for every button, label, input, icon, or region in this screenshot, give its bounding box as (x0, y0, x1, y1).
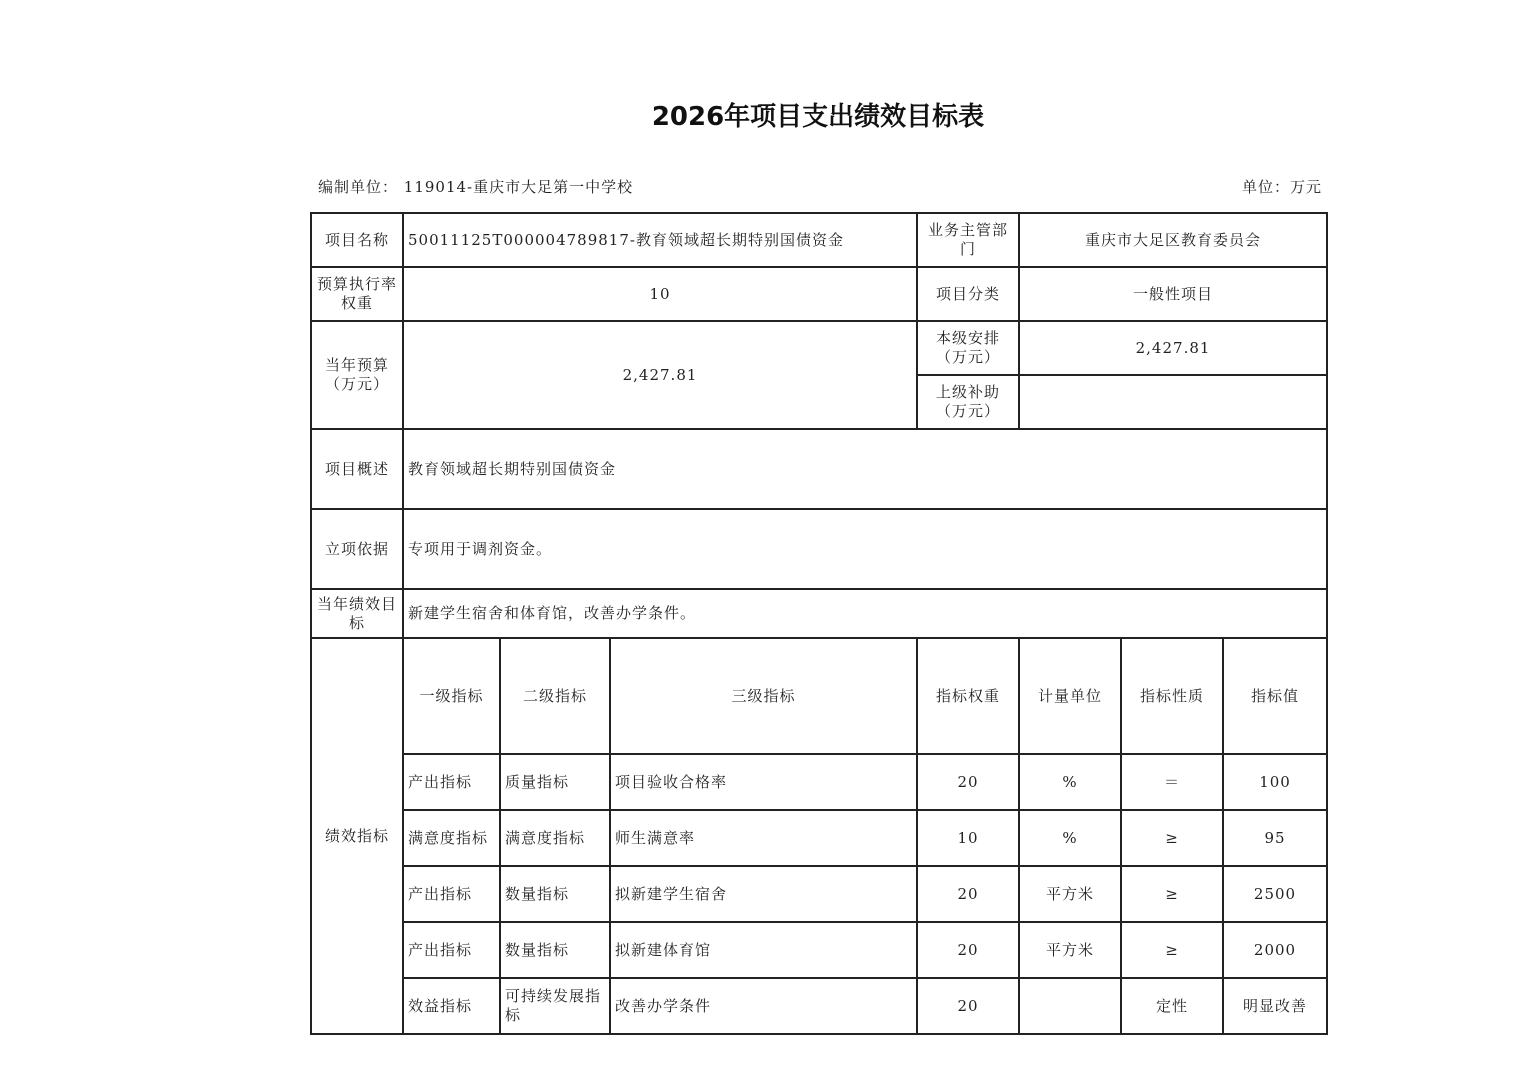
value-cell: 100 (1223, 754, 1327, 810)
nature-cell: ＝ (1121, 754, 1223, 810)
nature-cell: ≥ (1121, 922, 1223, 978)
annual-budget-label: 当年预算（万元） (311, 321, 403, 429)
level2-cell: 质量指标 (500, 754, 610, 810)
weight-row (311, 267, 1327, 321)
local-arrangement-value: 2,427.81 (1019, 321, 1327, 375)
compiling-unit-value: 119014-重庆市大足第一中学校 (403, 178, 634, 196)
performance-table (310, 212, 1328, 1035)
level3-cell: 改善办学条件 (610, 978, 917, 1034)
project-name-value: 50011125T000004789817-教育领域超长期特别国债资金 (403, 213, 917, 267)
unit-cell: % (1019, 754, 1121, 810)
upper-subsidy-label: 上级补助（万元） (917, 375, 1019, 429)
level1-cell: 产出指标 (403, 922, 500, 978)
department-value: 重庆市大足区教育委员会 (1019, 213, 1327, 267)
nature-cell: ≥ (1121, 866, 1223, 922)
goal-row (311, 589, 1327, 638)
weight-cell: 20 (917, 754, 1019, 810)
indicator-row (311, 978, 1327, 1034)
unit-cell: 平方米 (1019, 866, 1121, 922)
level2-cell: 数量指标 (500, 922, 610, 978)
value-cell: 2500 (1223, 866, 1327, 922)
currency-unit: 单位：万元 (1241, 178, 1322, 196)
level3-cell: 项目验收合格率 (610, 754, 917, 810)
weight-cell: 20 (917, 922, 1019, 978)
header-level3: 三级指标 (610, 638, 917, 754)
header-nature: 指标性质 (1121, 638, 1223, 754)
project-name-row (311, 213, 1327, 267)
basis-value: 专项用于调剂资金。 (403, 509, 1327, 589)
level2-cell: 数量指标 (500, 866, 610, 922)
compiling-unit-label: 编制单位： (318, 178, 399, 196)
indicators-section-label: 绩效指标 (311, 638, 403, 1034)
header-value: 指标值 (1223, 638, 1327, 754)
header-weight: 指标权重 (917, 638, 1019, 754)
value-cell: 95 (1223, 810, 1327, 866)
indicator-row (311, 922, 1327, 978)
header-level2: 二级指标 (500, 638, 610, 754)
unit-cell: 平方米 (1019, 922, 1121, 978)
page-title: 2026年项目支出绩效目标表 (651, 102, 985, 132)
weight-cell: 20 (917, 978, 1019, 1034)
level1-cell: 产出指标 (403, 866, 500, 922)
weight-cell: 10 (917, 810, 1019, 866)
annual-budget-value: 2,427.81 (403, 321, 917, 429)
basis-row (311, 509, 1327, 589)
level1-cell: 满意度指标 (403, 810, 500, 866)
indicator-header-row (311, 638, 1327, 754)
indicator-row (311, 810, 1327, 866)
project-category-value: 一般性项目 (1019, 267, 1327, 321)
project-name-label: 项目名称 (311, 213, 403, 267)
overview-label: 项目概述 (311, 429, 403, 509)
upper-subsidy-value (1019, 375, 1327, 429)
nature-cell: ≥ (1121, 810, 1223, 866)
level3-cell: 拟新建学生宿舍 (610, 866, 917, 922)
compiling-unit (318, 176, 633, 197)
goal-value: 新建学生宿舍和体育馆，改善办学条件。 (403, 589, 1327, 638)
indicator-row (311, 754, 1327, 810)
execution-weight-label: 预算执行率权重 (311, 267, 403, 321)
weight-cell: 20 (917, 866, 1019, 922)
overview-row (311, 429, 1327, 509)
execution-weight-value: 10 (403, 267, 917, 321)
level3-cell: 拟新建体育馆 (610, 922, 917, 978)
indicator-row (311, 866, 1327, 922)
header-unit: 计量单位 (1019, 638, 1121, 754)
level2-cell: 满意度指标 (500, 810, 610, 866)
project-category-label: 项目分类 (917, 267, 1019, 321)
budget-row-1 (311, 321, 1327, 375)
local-arrangement-label: 本级安排（万元） (917, 321, 1019, 375)
overview-value: 教育领域超长期特别国债资金 (403, 429, 1327, 509)
level3-cell: 师生满意率 (610, 810, 917, 866)
goal-label: 当年绩效目标 (311, 589, 403, 638)
header-level1: 一级指标 (403, 638, 500, 754)
value-cell: 明显改善 (1223, 978, 1327, 1034)
level2-cell: 可持续发展指标 (500, 978, 610, 1034)
value-cell: 2000 (1223, 922, 1327, 978)
level1-cell: 效益指标 (403, 978, 500, 1034)
unit-cell (1019, 978, 1121, 1034)
nature-cell: 定性 (1121, 978, 1223, 1034)
level1-cell: 产出指标 (403, 754, 500, 810)
unit-cell: % (1019, 810, 1121, 866)
department-label: 业务主管部门 (917, 213, 1019, 267)
basis-label: 立项依据 (311, 509, 403, 589)
